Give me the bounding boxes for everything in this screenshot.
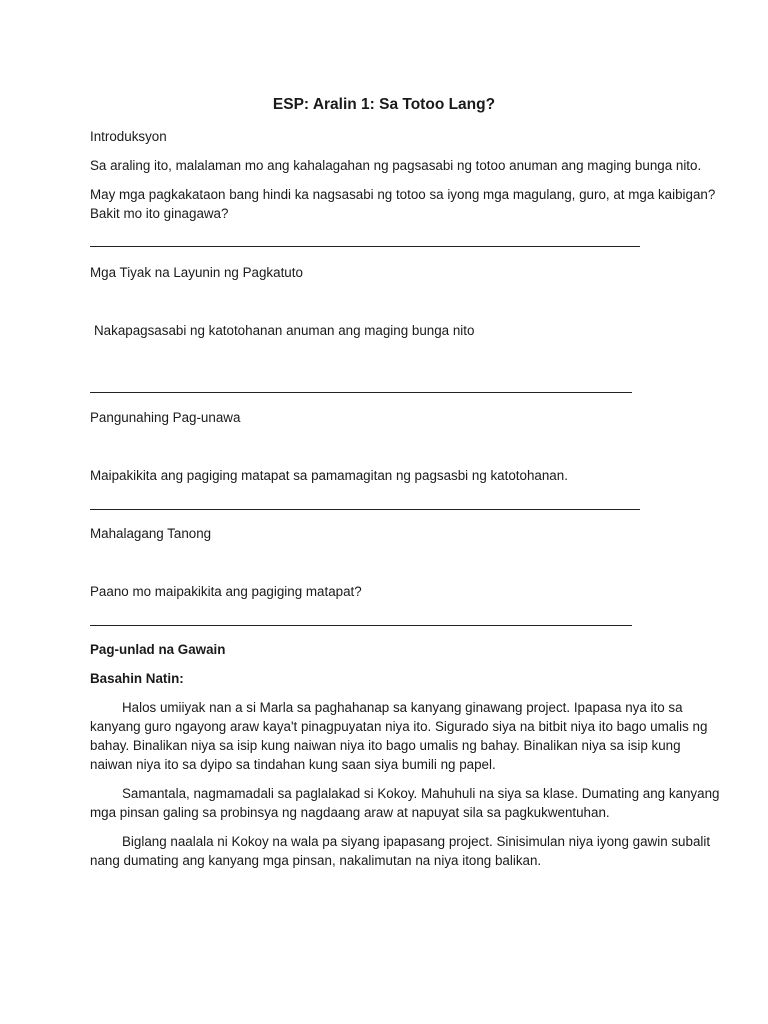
understanding-heading: Pangunahing Pag-unawa [90,410,241,425]
activity-heading: Pag-unlad na Gawain [90,642,226,657]
intro-text: Sa araling ito, malalaman mo ang kahalagahan ng pagsasabi ng totoo anuman ang maging bunga nito. [90,158,702,173]
story-p2-line-2: mga pinsan galing sa probinsya ng nagdaang araw at napuyat sila sa pagkukwentuhan. [90,805,610,820]
understanding-text: Maipakikita ang pagiging matapat sa pamamagitan ng pagsasbi ng katotohanan. [90,468,568,483]
answer-line-3 [90,509,640,510]
story-p3-line-2: nang dumating ang kanyang mga pinsan, nakalimutan na niya itong balikan. [90,853,542,868]
story-p1-line-2: kanyang guro ngayong araw kaya't pinagpuyatan niya ito. Sigurado siya na bitbit niya ito bago umalis ng [90,719,708,734]
read-heading: Basahin Natin: [90,671,184,686]
objectives-text: Nakapagsasabi ng katotohanan anuman ang maging bunga nito [94,323,475,338]
answer-line-2 [90,392,632,393]
page-title: ESP: Aralin 1: Sa Totoo Lang? [272,96,496,113]
story-p3-line-1: Biglang naalala ni Kokoy na wala pa siyang ipapasang project. Sinisimulan niya iyong gawin subalit [122,834,711,849]
intro-heading: Introduksyon [90,129,167,144]
question-line-2: Bakit mo ito ginagawa? [90,206,229,221]
question-line-1: May mga pagkakataon bang hindi ka nagsasabi ng totoo sa iyong mga magulang, guro, at mga kaibigan? [90,187,716,202]
objectives-heading: Mga Tiyak na Layunin ng Pagkatuto [90,265,303,280]
story-p1-line-4: naiwan niya ito sa dyipo sa tindahan kung saan siya bumili ng papel. [90,757,496,772]
story-p1-line-1: Halos umiiyak nan a si Marla sa paghahanap sa kanyang ginawang project. Ipapasa nya ito sa [122,700,683,715]
answer-line-4 [90,625,632,626]
essential-text: Paano mo maipakikita ang pagiging matapat? [90,584,362,599]
essential-heading: Mahalagang Tanong [90,526,212,541]
answer-line-1 [90,246,640,247]
story-p2-line-1: Samantala, nagmamadali sa paglalakad si Kokoy. Mahuhuli na siya sa klase. Dumating ang kanyang [122,786,720,801]
story-p1-line-3: bahay. Binalikan niya sa isip kung naiwan niya ito bago umalis ng bahay. Binalikan niya sa isip kung [90,738,681,753]
